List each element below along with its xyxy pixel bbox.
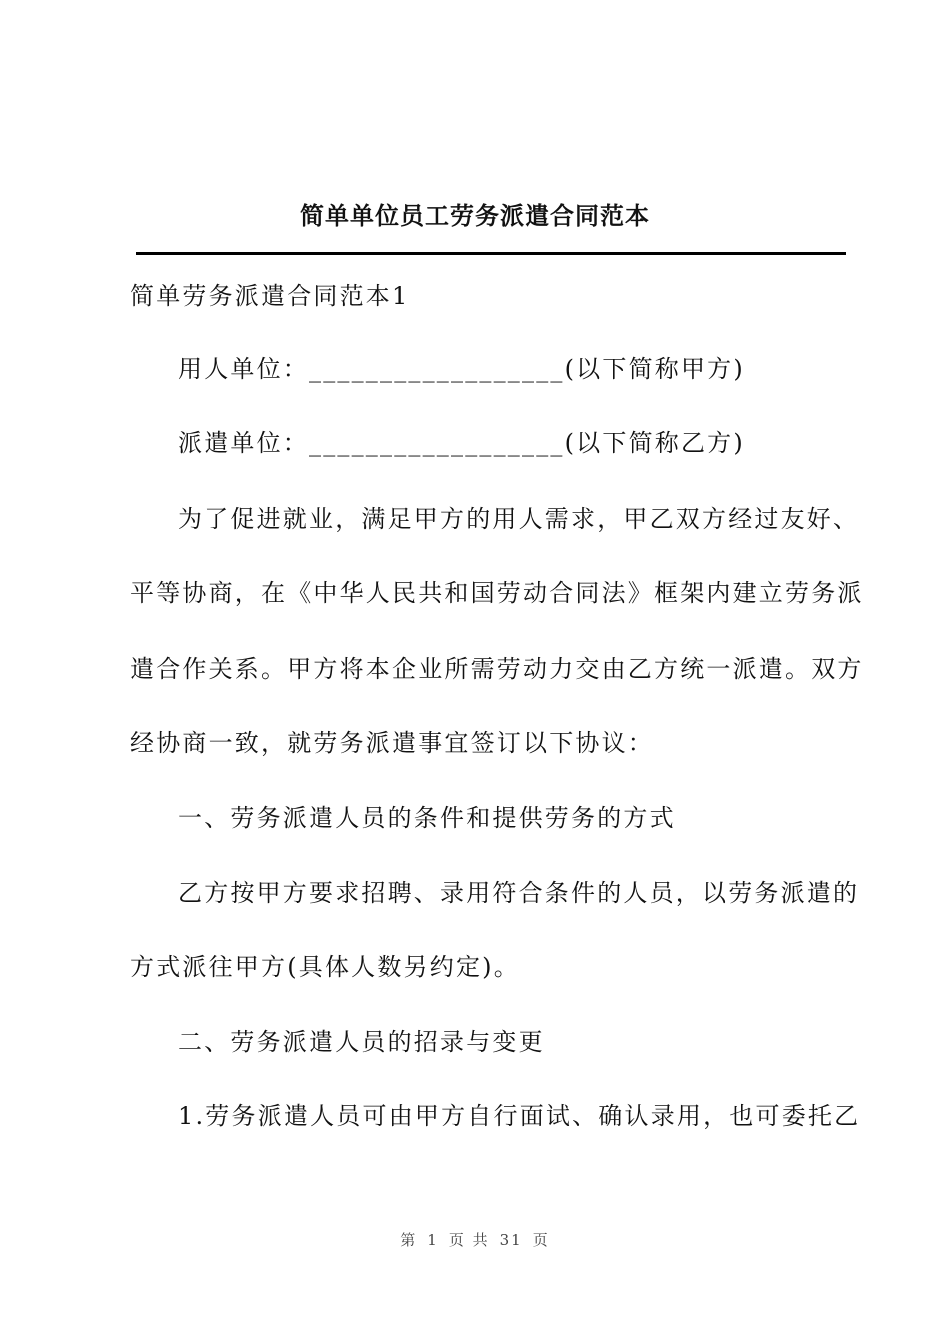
section-heading: 简单劳务派遣合同范本1 <box>130 282 410 310</box>
paragraph-line: 乙方按甲方要求招聘、录用符合条件的人员，以劳务派遣的 <box>178 879 860 907</box>
footer-middle: 页 共 <box>448 1231 490 1249</box>
footer-suffix: 页 <box>532 1231 550 1249</box>
paragraph-line: 遣合作关系。甲方将本企业所需劳动力交由乙方统一派遣。双方 <box>130 655 864 683</box>
total-pages-number: 31 <box>499 1231 523 1249</box>
document-title: 简单单位员工劳务派遣合同范本 <box>300 201 650 230</box>
paragraph-line: 为了促进就业，满足甲方的用人需求，甲乙双方经过友好、 <box>178 505 860 533</box>
page-footer <box>0 1229 950 1250</box>
paragraph-line: 经协商一致，就劳务派遣事宜签订以下协议： <box>130 729 654 757</box>
employer-field-line: 用人单位：__________________(以下简称甲方) <box>178 355 745 383</box>
paragraph-line: 1.劳务派遣人员可由甲方自行面试、确认录用，也可委托乙 <box>178 1102 861 1130</box>
paragraph-line: 方式派往甲方(具体人数另约定)。 <box>130 953 520 981</box>
current-page-number: 1 <box>427 1231 439 1249</box>
paragraph-line: 平等协商，在《中华人民共和国劳动合同法》框架内建立劳务派 <box>130 579 864 607</box>
clause-heading: 一、劳务派遣人员的条件和提供劳务的方式 <box>178 804 676 832</box>
dispatcher-field-line: 派遣单位：__________________(以下简称乙方) <box>178 429 745 457</box>
footer-prefix: 第 <box>400 1231 418 1249</box>
clause-heading: 二、劳务派遣人员的招录与变更 <box>178 1028 545 1056</box>
title-divider <box>136 252 846 255</box>
